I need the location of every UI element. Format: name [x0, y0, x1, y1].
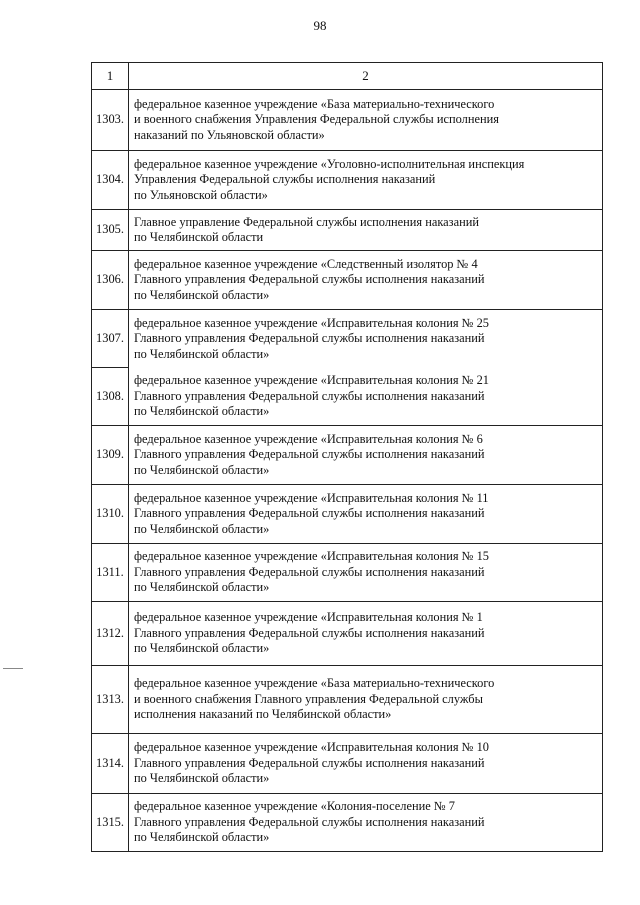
row-number: 1304. — [92, 151, 129, 210]
table-row — [92, 602, 603, 666]
row-number: 1312. — [92, 602, 129, 666]
document-table — [91, 62, 603, 852]
row-text: федеральное казенное учреждение «База материально-технического и военного снабжения Управления Федеральной службы исполнения наказаний по Ульяновской области» — [129, 90, 603, 151]
row-number: 1311. — [92, 544, 129, 602]
row-text: федеральное казенное учреждение «Исправительная колония № 10 Главного управления Федеральной службы исполнения наказаний по Челябинской области» — [129, 734, 603, 794]
row-number: 1309. — [92, 426, 129, 485]
table-row — [92, 210, 603, 251]
table-row — [92, 485, 603, 544]
row-text: федеральное казенное учреждение «Исправительная колония № 21 Главного управления Федеральной службы исполнения наказаний по Челябинской области» — [129, 368, 603, 426]
table-row — [92, 794, 603, 852]
row-text: федеральное казенное учреждение «Исправительная колония № 1 Главного управления Федеральной службы исполнения наказаний по Челябинской области» — [129, 602, 603, 666]
table-row — [92, 251, 603, 310]
row-number: 1303. — [92, 90, 129, 151]
row-text: федеральное казенное учреждение «База материально-технического и военного снабжения Главного управления Федеральной службы исполнения наказаний по Челябинской области» — [129, 666, 603, 734]
table-row — [92, 666, 603, 734]
row-text: федеральное казенное учреждение «Исправительная колония № 6 Главного управления Федеральной службы исполнения наказаний по Челябинской области» — [129, 426, 603, 485]
header-col-2: 2 — [129, 63, 603, 90]
table-header-row — [92, 63, 603, 90]
table-row — [92, 310, 603, 368]
row-number: 1315. — [92, 794, 129, 852]
row-number: 1308. — [92, 368, 129, 426]
header-col-1: 1 — [92, 63, 129, 90]
table-row — [92, 426, 603, 485]
row-number: 1310. — [92, 485, 129, 544]
table-row — [92, 734, 603, 794]
table-row — [92, 151, 603, 210]
row-text: федеральное казенное учреждение «Исправительная колония № 15 Главного управления Федеральной службы исполнения наказаний по Челябинской области» — [129, 544, 603, 602]
table-row — [92, 544, 603, 602]
row-text: федеральное казенное учреждение «Следственный изолятор № 4 Главного управления Федеральной службы исполнения наказаний по Челябинской области» — [129, 251, 603, 310]
row-number: 1305. — [92, 210, 129, 251]
row-number: 1313. — [92, 666, 129, 734]
row-number: 1307. — [92, 310, 129, 368]
table-row — [92, 90, 603, 151]
row-number: 1306. — [92, 251, 129, 310]
table-row — [92, 368, 603, 426]
row-text: федеральное казенное учреждение «Исправительная колония № 25 Главного управления Федеральной службы исполнения наказаний по Челябинской области» — [129, 310, 603, 368]
margin-mark — [3, 668, 23, 669]
row-text: федеральное казенное учреждение «Исправительная колония № 11 Главного управления Федеральной службы исполнения наказаний по Челябинской области» — [129, 485, 603, 544]
row-text: федеральное казенное учреждение «Колония-поселение № 7 Главного управления Федеральной службы исполнения наказаний по Челябинской области» — [129, 794, 603, 852]
page-number: 98 — [313, 18, 327, 33]
row-text: федеральное казенное учреждение «Уголовно-исполнительная инспекция Управления Федеральной службы исполнения наказаний по Ульяновской области» — [129, 151, 603, 210]
row-number: 1314. — [92, 734, 129, 794]
row-text: Главное управление Федеральной службы исполнения наказаний по Челябинской области — [129, 210, 603, 251]
